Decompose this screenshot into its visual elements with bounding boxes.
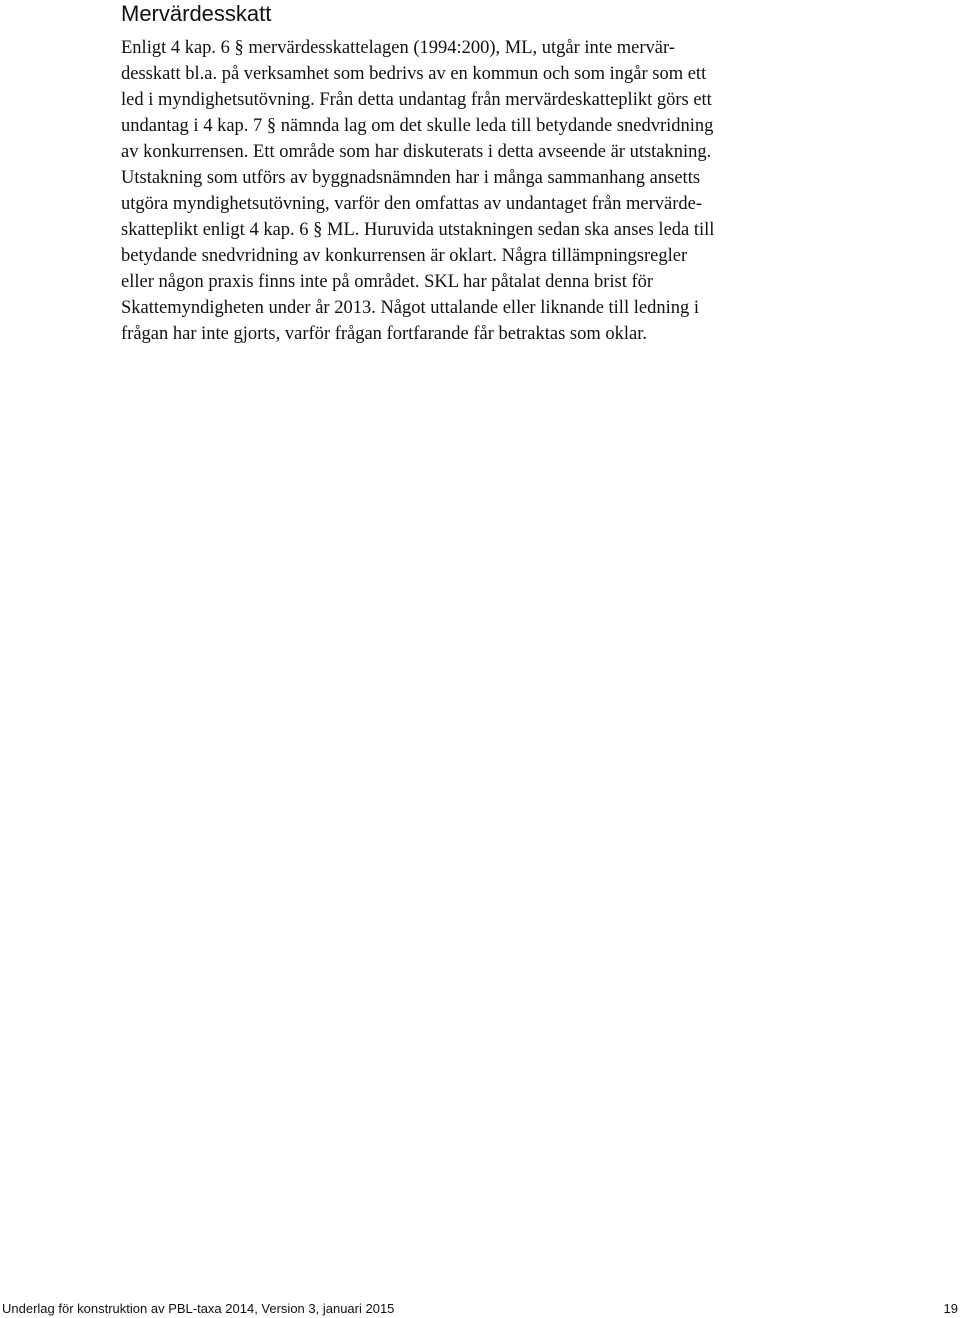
paragraph-line: av konkurrensen. Ett område som har diskuterats i detta avseende är utstakning. [121, 142, 712, 162]
paragraph-line: Skattemyndigheten under år 2013. Något uttalande eller liknande till ledning i [121, 298, 699, 318]
paragraph-line: utgöra myndighetsutövning, varför den omfattas av undantaget från mervärde- [121, 194, 703, 214]
paragraph-line: Enligt 4 kap. 6 § mervärdesskattelagen (1994:200), ML, utgår inte mervär- [121, 38, 675, 58]
footer-page-number: 19 [943, 1301, 958, 1316]
paragraph-line: desskatt bl.a. på verksamhet som bedrivs av en kommun och som ingår som ett [121, 64, 707, 84]
footer-document-title: Underlag för konstruktion av PBL-taxa 2014, Version 3, januari 2015 [2, 1301, 395, 1316]
paragraph-line: betydande snedvridning av konkurrensen är oklart. Några tillämpningsregler [121, 246, 688, 266]
page-footer [0, 1300, 960, 1318]
paragraph-line: skatteplikt enligt 4 kap. 6 § ML. Huruvida utstakningen sedan ska anses leda till [121, 220, 715, 240]
section-heading: Mervärdesskatt [121, 1, 272, 26]
paragraph-line: undantag i 4 kap. 7 § nämnda lag om det skulle leda till betydande snedvridning [121, 116, 714, 136]
paragraph-line: led i myndighetsutövning. Från detta undantag från mervärdeskatteplikt görs ett [121, 90, 712, 110]
paragraph-line: Utstakning som utförs av byggnadsnämnden har i många sammanhang ansetts [121, 168, 701, 188]
body-paragraph [121, 35, 801, 347]
paragraph-line: eller någon praxis finns inte på området. SKL har påtalat denna brist för [121, 272, 654, 292]
paragraph-line: frågan har inte gjorts, varför frågan fortfarande får betraktas som oklar. [121, 324, 647, 344]
